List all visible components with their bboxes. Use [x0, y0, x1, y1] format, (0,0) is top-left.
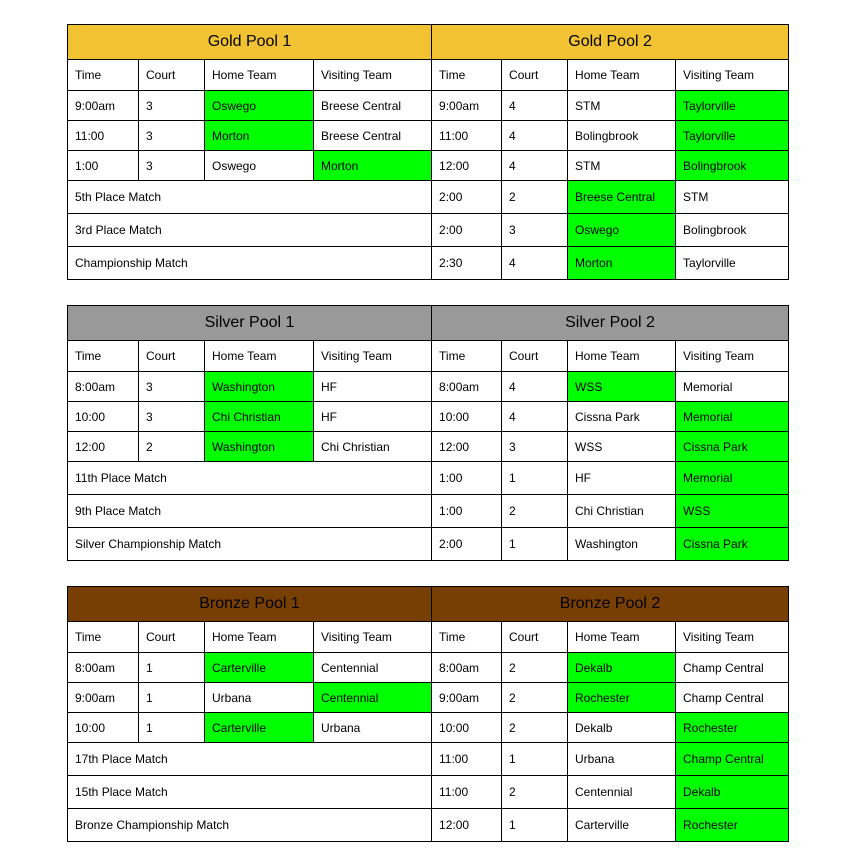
visiting-team-cell: HF: [314, 372, 432, 402]
court-cell: 1: [139, 713, 205, 743]
court-cell: 1: [502, 528, 568, 561]
home-team-cell: WSS: [568, 372, 676, 402]
placement-match-label: 11th Place Match: [68, 462, 432, 495]
home-team-cell: Chi Christian: [205, 402, 314, 432]
visiting-team-cell: Champ Central: [676, 743, 789, 776]
court-cell: 2: [502, 181, 568, 214]
court-cell: 4: [502, 372, 568, 402]
col-header-home: Home Team: [205, 60, 314, 91]
table-row: [68, 528, 789, 561]
col-header-home: Home Team: [568, 341, 676, 372]
visiting-team-cell: Memorial: [676, 372, 789, 402]
col-header-time: Time: [432, 622, 502, 653]
col-header-time: Time: [432, 341, 502, 372]
silver-pool-table: [67, 305, 789, 561]
home-team-cell: Washington: [568, 528, 676, 561]
time-cell: 10:00: [68, 402, 139, 432]
home-team-cell: Oswego: [205, 91, 314, 121]
time-cell: 10:00: [432, 402, 502, 432]
visiting-team-cell: Chi Christian: [314, 432, 432, 462]
bronze-pool-table: [67, 586, 789, 842]
visiting-team-cell: Breese Central: [314, 91, 432, 121]
col-header-visiting: Visiting Team: [314, 341, 432, 372]
visiting-team-cell: Morton: [314, 151, 432, 181]
home-team-cell: STM: [568, 91, 676, 121]
home-team-cell: Carterville: [568, 809, 676, 842]
home-team-cell: Breese Central: [568, 181, 676, 214]
table-row: [68, 432, 789, 462]
court-cell: 4: [502, 91, 568, 121]
time-cell: 8:00am: [432, 653, 502, 683]
court-cell: 3: [139, 91, 205, 121]
table-row: [68, 809, 789, 842]
time-cell: 2:00: [432, 214, 502, 247]
home-team-cell: Morton: [205, 121, 314, 151]
pool-title: Bronze Pool 2: [432, 587, 789, 622]
court-cell: 1: [502, 462, 568, 495]
court-cell: 2: [139, 432, 205, 462]
court-cell: 2: [502, 495, 568, 528]
table-row: [68, 151, 789, 181]
time-cell: 10:00: [432, 713, 502, 743]
time-cell: 9:00am: [432, 91, 502, 121]
visiting-team-cell: HF: [314, 402, 432, 432]
table-row: [68, 214, 789, 247]
time-cell: 8:00am: [68, 653, 139, 683]
time-cell: 12:00: [68, 432, 139, 462]
table-row: [68, 776, 789, 809]
table-row: [68, 247, 789, 280]
placement-match-label: Silver Championship Match: [68, 528, 432, 561]
table-row: [68, 713, 789, 743]
col-header-court: Court: [502, 341, 568, 372]
court-cell: 3: [139, 402, 205, 432]
court-cell: 1: [139, 653, 205, 683]
court-cell: 4: [502, 402, 568, 432]
table-row: [68, 372, 789, 402]
court-cell: 3: [139, 121, 205, 151]
visiting-team-cell: Urbana: [314, 713, 432, 743]
time-cell: 12:00: [432, 809, 502, 842]
col-header-time: Time: [68, 341, 139, 372]
col-header-time: Time: [68, 622, 139, 653]
court-cell: 1: [502, 809, 568, 842]
pool-title: Gold Pool 1: [68, 25, 432, 60]
gold-pool-table: [67, 24, 789, 280]
placement-match-label: 9th Place Match: [68, 495, 432, 528]
home-team-cell: Carterville: [205, 653, 314, 683]
time-cell: 1:00: [432, 462, 502, 495]
placement-match-label: 15th Place Match: [68, 776, 432, 809]
col-header-court: Court: [502, 622, 568, 653]
home-team-cell: Dekalb: [568, 713, 676, 743]
home-team-cell: Urbana: [205, 683, 314, 713]
col-header-court: Court: [139, 622, 205, 653]
time-cell: 1:00: [432, 495, 502, 528]
visiting-team-cell: Bolingbrook: [676, 151, 789, 181]
home-team-cell: Rochester: [568, 683, 676, 713]
time-cell: 2:00: [432, 181, 502, 214]
pool-title: Silver Pool 2: [432, 306, 789, 341]
time-cell: 9:00am: [432, 683, 502, 713]
home-team-cell: Washington: [205, 432, 314, 462]
col-header-home: Home Team: [568, 622, 676, 653]
col-header-time: Time: [68, 60, 139, 91]
time-cell: 11:00: [432, 743, 502, 776]
col-header-home: Home Team: [205, 341, 314, 372]
court-cell: 3: [502, 214, 568, 247]
visiting-team-cell: WSS: [676, 495, 789, 528]
time-cell: 9:00am: [68, 683, 139, 713]
time-cell: 8:00am: [432, 372, 502, 402]
time-cell: 12:00: [432, 432, 502, 462]
home-team-cell: Oswego: [568, 214, 676, 247]
court-cell: 1: [502, 743, 568, 776]
table-row: [68, 495, 789, 528]
table-row: [68, 402, 789, 432]
home-team-cell: Centennial: [568, 776, 676, 809]
table-row: [68, 121, 789, 151]
col-header-home: Home Team: [205, 622, 314, 653]
col-header-visiting: Visiting Team: [676, 622, 789, 653]
visiting-team-cell: Cissna Park: [676, 528, 789, 561]
home-team-cell: Morton: [568, 247, 676, 280]
pool-title: Bronze Pool 1: [68, 587, 432, 622]
visiting-team-cell: Champ Central: [676, 653, 789, 683]
col-header-visiting: Visiting Team: [314, 60, 432, 91]
court-cell: 2: [502, 776, 568, 809]
time-cell: 11:00: [432, 776, 502, 809]
col-header-court: Court: [502, 60, 568, 91]
time-cell: 11:00: [432, 121, 502, 151]
visiting-team-cell: Breese Central: [314, 121, 432, 151]
visiting-team-cell: Centennial: [314, 683, 432, 713]
home-team-cell: Washington: [205, 372, 314, 402]
court-cell: 4: [502, 247, 568, 280]
home-team-cell: WSS: [568, 432, 676, 462]
col-header-visiting: Visiting Team: [314, 622, 432, 653]
table-row: [68, 743, 789, 776]
placement-match-label: Bronze Championship Match: [68, 809, 432, 842]
placement-match-label: Championship Match: [68, 247, 432, 280]
col-header-home: Home Team: [568, 60, 676, 91]
col-header-visiting: Visiting Team: [676, 341, 789, 372]
home-team-cell: Oswego: [205, 151, 314, 181]
court-cell: 2: [502, 713, 568, 743]
visiting-team-cell: Centennial: [314, 653, 432, 683]
court-cell: 3: [139, 372, 205, 402]
table-row: [68, 653, 789, 683]
visiting-team-cell: Bolingbrook: [676, 214, 789, 247]
table-row: [68, 91, 789, 121]
table-row: [68, 683, 789, 713]
home-team-cell: Bolingbrook: [568, 121, 676, 151]
time-cell: 10:00: [68, 713, 139, 743]
home-team-cell: Dekalb: [568, 653, 676, 683]
pool-title: Gold Pool 2: [432, 25, 789, 60]
table-row: [68, 462, 789, 495]
visiting-team-cell: Memorial: [676, 402, 789, 432]
court-cell: 4: [502, 121, 568, 151]
time-cell: 2:30: [432, 247, 502, 280]
time-cell: 2:00: [432, 528, 502, 561]
visiting-team-cell: Champ Central: [676, 683, 789, 713]
court-cell: 1: [139, 683, 205, 713]
time-cell: 8:00am: [68, 372, 139, 402]
home-team-cell: Chi Christian: [568, 495, 676, 528]
col-header-court: Court: [139, 60, 205, 91]
visiting-team-cell: Taylorville: [676, 247, 789, 280]
court-cell: 2: [502, 683, 568, 713]
col-header-visiting: Visiting Team: [676, 60, 789, 91]
visiting-team-cell: Cissna Park: [676, 432, 789, 462]
table-row: [68, 181, 789, 214]
visiting-team-cell: Rochester: [676, 713, 789, 743]
visiting-team-cell: Rochester: [676, 809, 789, 842]
court-cell: 3: [139, 151, 205, 181]
home-team-cell: STM: [568, 151, 676, 181]
pool-title: Silver Pool 1: [68, 306, 432, 341]
court-cell: 2: [502, 653, 568, 683]
time-cell: 12:00: [432, 151, 502, 181]
home-team-cell: Carterville: [205, 713, 314, 743]
col-header-court: Court: [139, 341, 205, 372]
col-header-time: Time: [432, 60, 502, 91]
placement-match-label: 3rd Place Match: [68, 214, 432, 247]
visiting-team-cell: Dekalb: [676, 776, 789, 809]
home-team-cell: Urbana: [568, 743, 676, 776]
visiting-team-cell: Taylorville: [676, 121, 789, 151]
visiting-team-cell: STM: [676, 181, 789, 214]
placement-match-label: 17th Place Match: [68, 743, 432, 776]
time-cell: 1:00: [68, 151, 139, 181]
court-cell: 4: [502, 151, 568, 181]
visiting-team-cell: Taylorville: [676, 91, 789, 121]
home-team-cell: HF: [568, 462, 676, 495]
court-cell: 3: [502, 432, 568, 462]
time-cell: 11:00: [68, 121, 139, 151]
placement-match-label: 5th Place Match: [68, 181, 432, 214]
home-team-cell: Cissna Park: [568, 402, 676, 432]
time-cell: 9:00am: [68, 91, 139, 121]
visiting-team-cell: Memorial: [676, 462, 789, 495]
